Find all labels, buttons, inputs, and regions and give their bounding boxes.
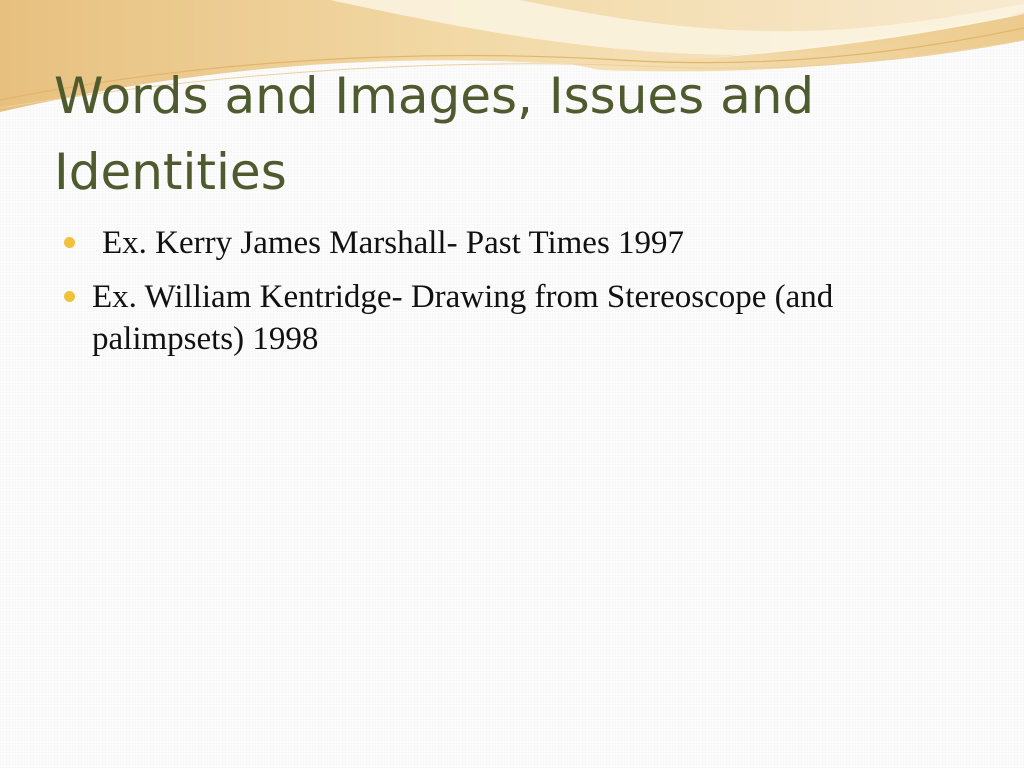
bullet-dot-icon [64, 237, 75, 248]
bullet-dot-icon [64, 291, 75, 302]
bullet-text: Ex. Kerry James Marshall- Past Times 1997 [102, 225, 685, 261]
bullet-text: Ex. William Kentridge- Drawing from Stereoscope (and palimpsets) 1998 [92, 279, 834, 357]
bullet-item [62, 222, 962, 264]
bullet-item [62, 276, 962, 360]
slide-title: Words and Images, Issues and Identities [54, 67, 815, 201]
bullet-list [62, 222, 962, 372]
